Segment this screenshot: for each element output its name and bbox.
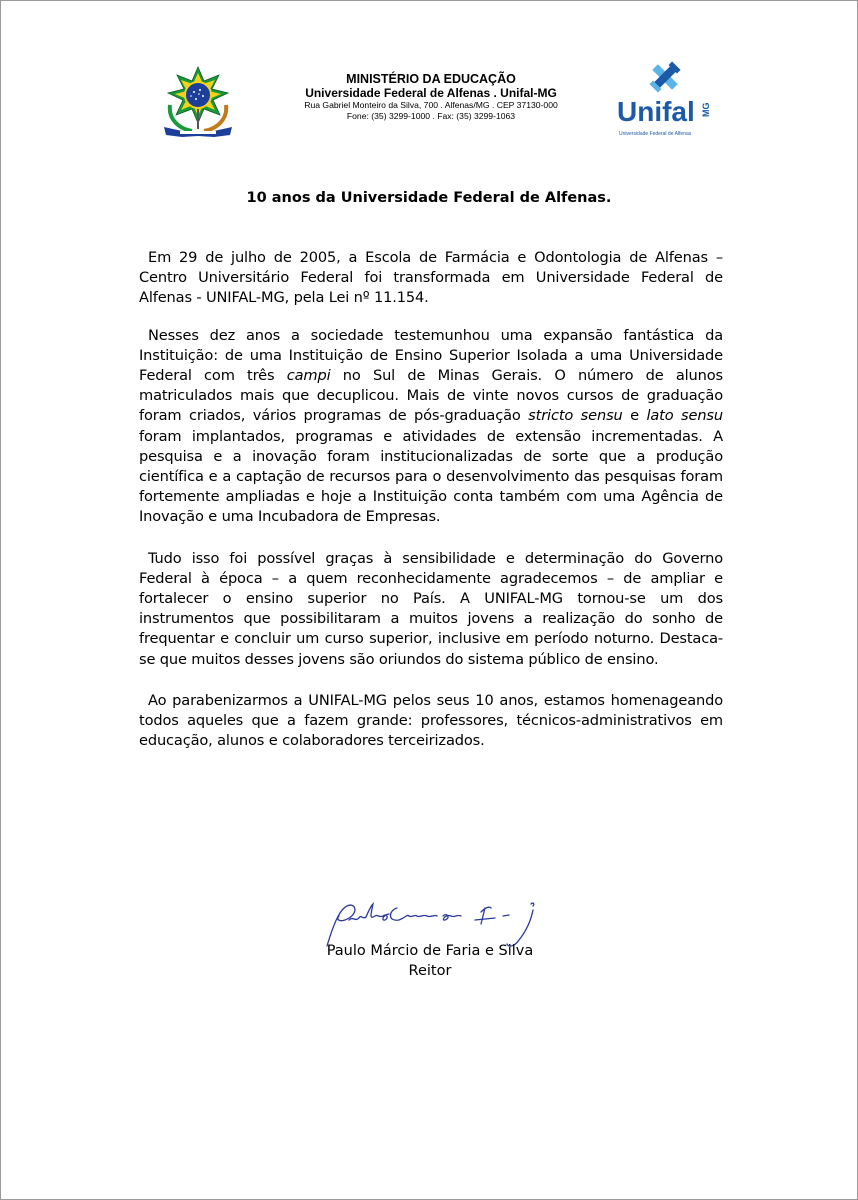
logo-suffix: MG bbox=[701, 102, 711, 117]
logo-wordmark: Unifal bbox=[617, 96, 695, 127]
document-body bbox=[139, 248, 723, 772]
brazil-coat-of-arms-icon bbox=[158, 65, 238, 137]
paragraph-2: Nesses dez anos a sociedade testemunhou uma expansão fantástica da Instituição: de uma Instituição de Ensino Superior Isolada a uma Universidade Federal com três campi no Sul de Minas Gerais. O número de alunos matriculados mais que decuplicou. Mais de vinte novos cursos de graduação foram criados, vários programas de pós-graduação stricto sensu e lato sensu foram implantados, programas e atividades de extensão incrementadas. A pesquisa e a inovação foram institucionalizadas de sorte que a produção científica e a captação de recursos para o desenvolvimento das pesquisas foram fortemente ampliadas e hoje a Instituição conta também com uma Agência de Inovação e uma Incubadora de Empresas. bbox=[139, 326, 723, 526]
letterhead-text bbox=[271, 72, 591, 122]
document-title: 10 anos da Universidade Federal de Alfenas. bbox=[246, 190, 612, 206]
letterhead bbox=[1, 1, 857, 151]
paragraph-3: Tudo isso foi possível graças à sensibilidade e determinação do Governo Federal à época – a quem reconhecidamente agradecemos – de ampliar e fortalecer o ensino superior no País. A UNIFAL-MG tornou-se um dos instrumentos que possibilitaram a muitos jovens a realização do sonho de frequentar e concluir um curso superior, inclusive em período noturno. Destaca-se que muitos desses jovens são oriundos do sistema público de ensino. bbox=[139, 549, 723, 668]
unifal-logo-icon bbox=[613, 59, 717, 141]
paragraph-4: Ao parabenizarmos a UNIFAL-MG pelos seus 10 anos, estamos homenageando todos aqueles que a fazem grande: professores, técnicos-administrativos em educação, alunos e colaboradores terceirizados. bbox=[139, 691, 723, 750]
university-name: Universidade Federal de Alfenas . Unifal-MG bbox=[305, 86, 557, 100]
ministry-name: MINISTÉRIO DA EDUCAÇÃO bbox=[346, 72, 516, 86]
paragraph-1: Em 29 de julho de 2005, a Escola de Farmácia e Odontologia de Alfenas – Centro Universitário Federal foi transformada em Universidade Federal de Alfenas - UNIFAL-MG, pela Lei nº 11.154. bbox=[139, 249, 723, 307]
phone-fax: Fone: (35) 3299-1000 . Fax: (35) 3299-1063 bbox=[346, 111, 516, 121]
address: Rua Gabriel Monteiro da Silva, 700 . Alfenas/MG . CEP 37130-000 bbox=[304, 100, 558, 110]
signatory-name: Paulo Márcio de Faria e Silva bbox=[326, 943, 534, 959]
logo-tagline: Universidade Federal de Alfenas bbox=[619, 131, 692, 137]
signatory-role: Reitor bbox=[408, 963, 452, 979]
